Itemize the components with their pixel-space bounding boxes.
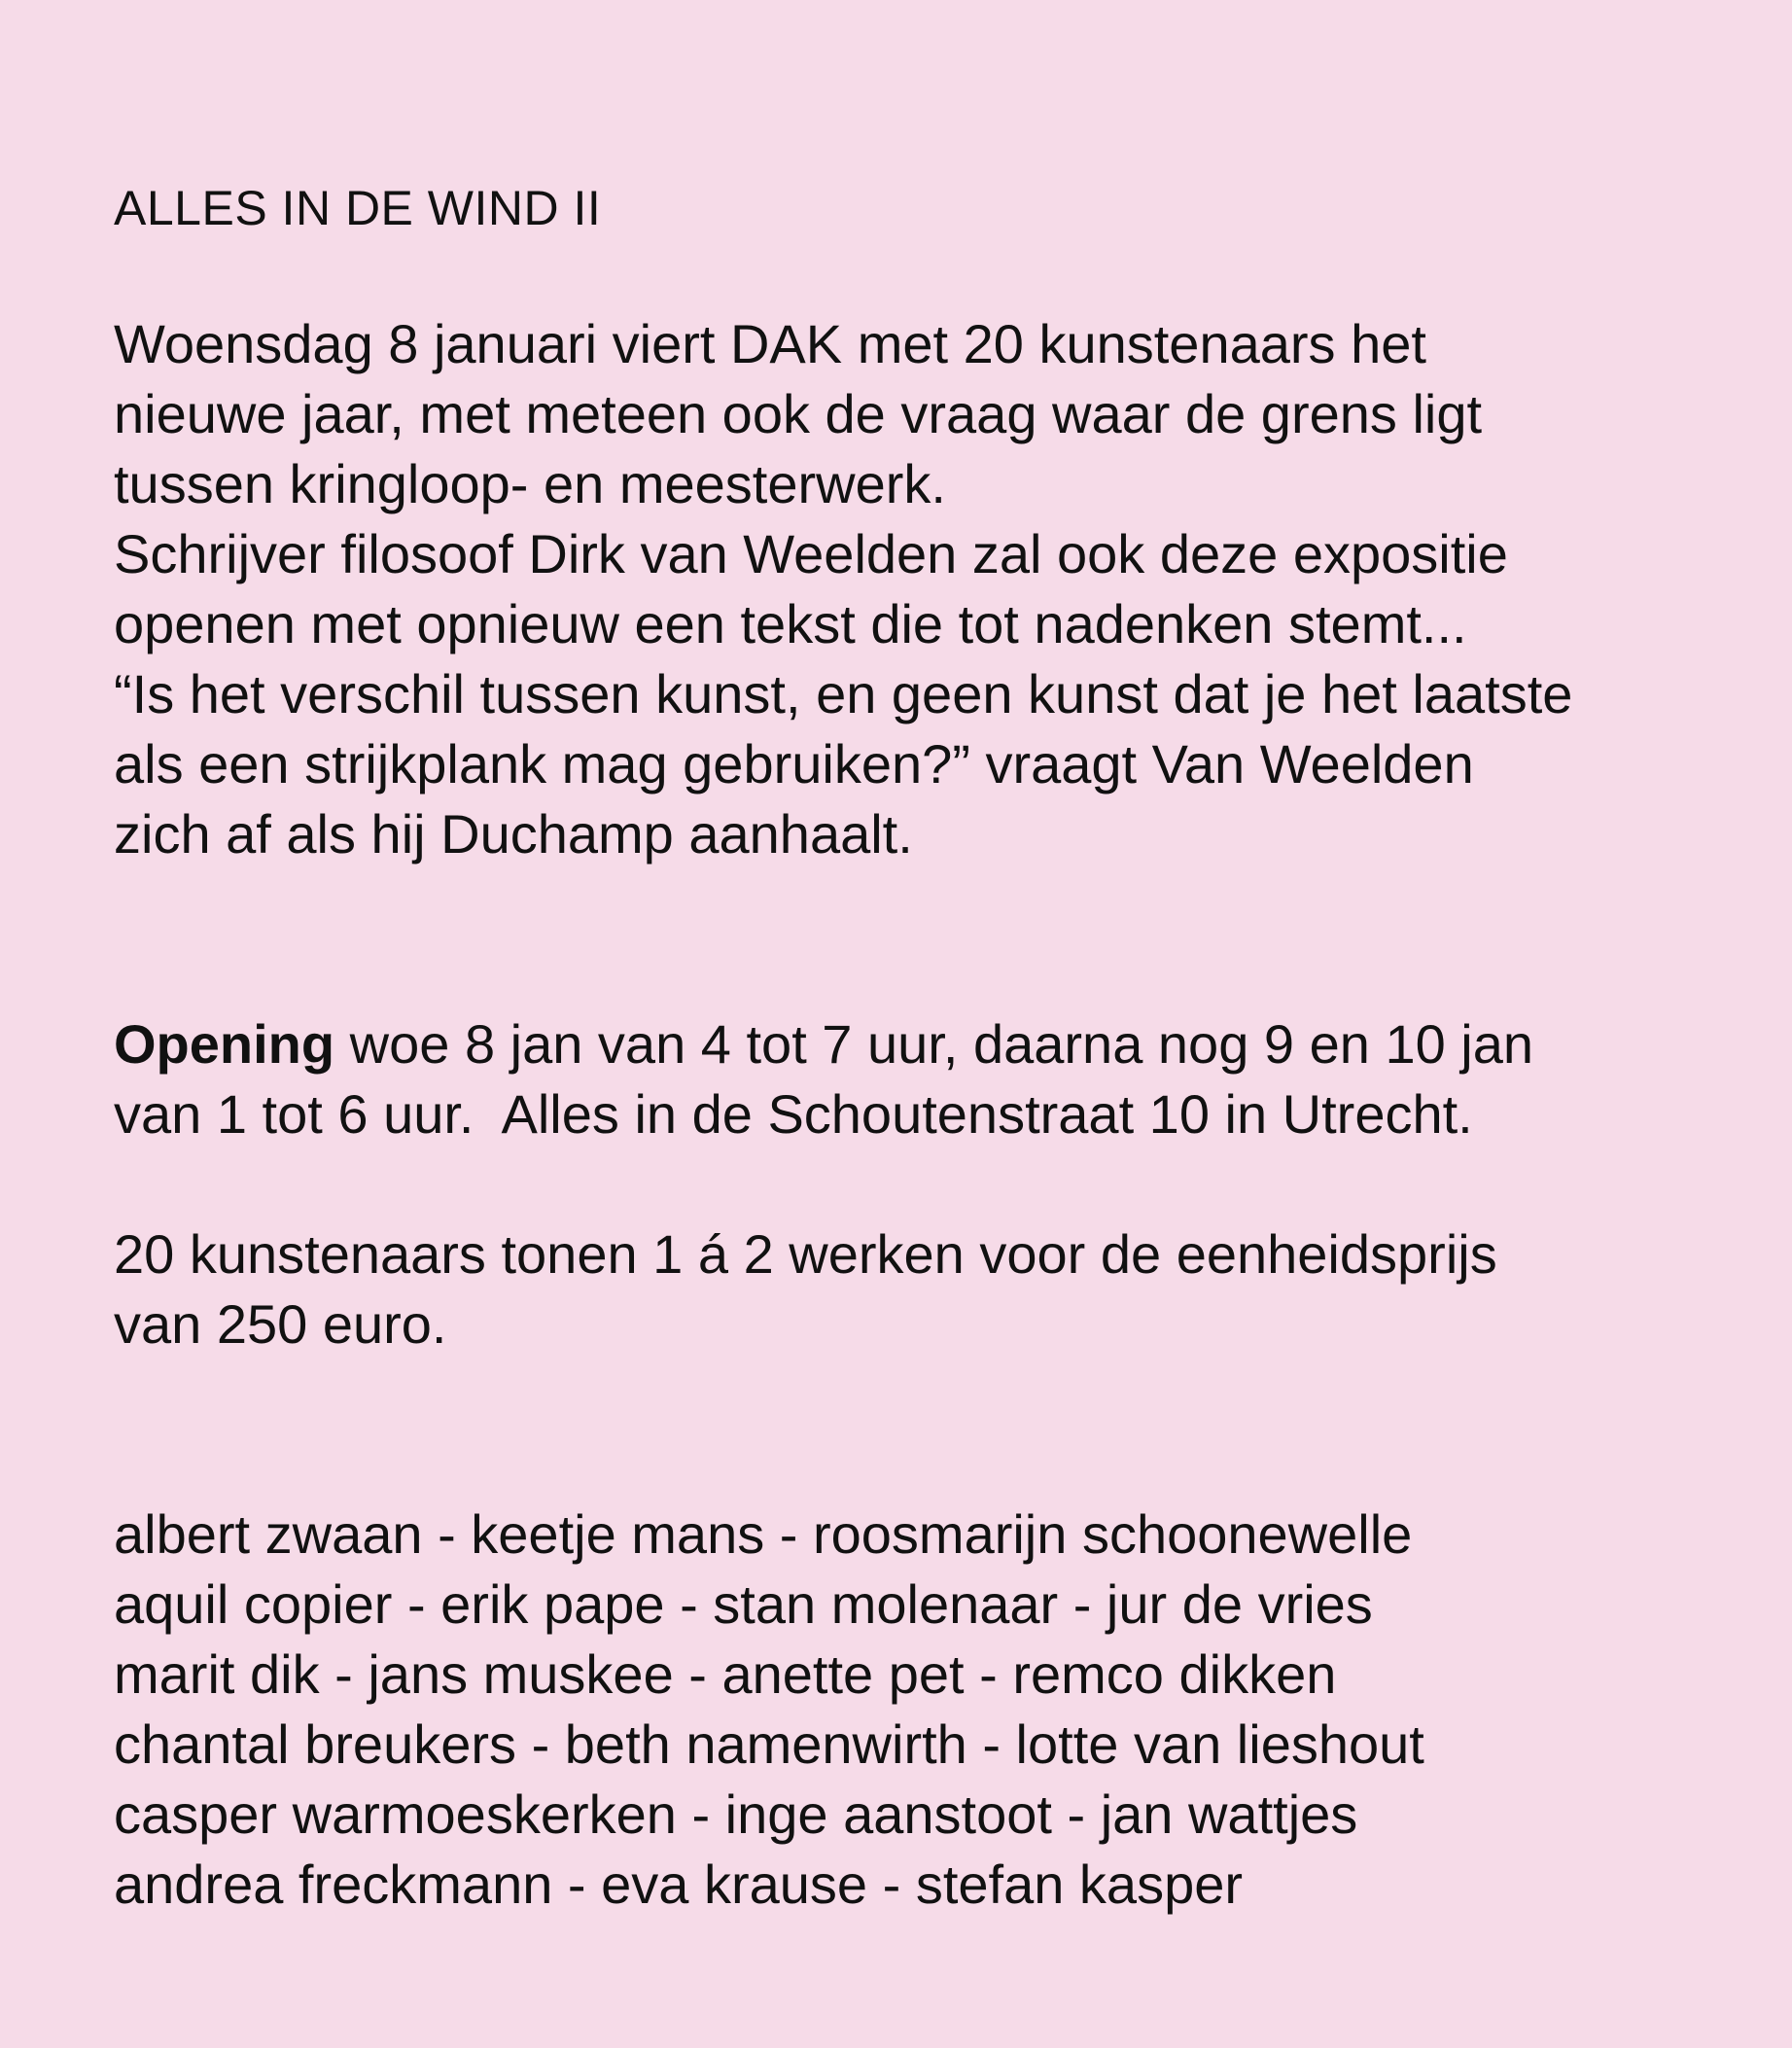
artist-line: aquil copier - erik pape - stan molenaar - jur de vries [114, 1573, 1373, 1635]
artist-list [114, 1500, 1767, 1920]
spacer [114, 1149, 1767, 1219]
intro-line: als een strijkplank mag gebruiken?” vraagt Van Weelden [114, 733, 1474, 794]
intro-line: tussen kringloop- en meesterwerk. [114, 453, 946, 514]
price-line: 20 kunstenaars tonen 1 á 2 werken voor de eenheidsprijs [114, 1223, 1497, 1285]
price-info [114, 1219, 1767, 1359]
intro-line: nieuwe jaar, met meteen ook de vraag waar de grens ligt [114, 383, 1483, 444]
opening-label: Opening [114, 1013, 335, 1075]
intro-paragraph [114, 309, 1767, 869]
spacer [114, 869, 1767, 1009]
spacer [114, 1359, 1767, 1500]
price-line: van 250 euro. [114, 1293, 447, 1355]
intro-line: zich af als hij Duchamp aanhaalt. [114, 803, 913, 865]
exhibition-title: ALLES IN DE WIND II [114, 181, 602, 235]
intro-line: openen met opnieuw een tekst die tot nadenken stemt... [114, 593, 1467, 654]
intro-line: “Is het verschil tussen kunst, en geen kunst dat je het laatste [114, 663, 1573, 724]
artist-line: albert zwaan - keetje mans - roosmarijn schoonewelle [114, 1503, 1413, 1565]
artist-line: chantal breukers - beth namenwirth - lotte van lieshout [114, 1713, 1424, 1775]
spacer [114, 243, 1767, 309]
artist-line: casper warmoeskerken - inge aanstoot - jan wattjes [114, 1783, 1358, 1845]
artist-line: andrea freckmann - eva krause - stefan kasper [114, 1854, 1244, 1915]
intro-line: Schrijver filosoof Dirk van Weelden zal ook deze expositie [114, 523, 1508, 584]
opening-times: woe 8 jan van 4 tot 7 uur, daarna nog 9 en 10 jan [334, 1013, 1534, 1075]
opening-info [114, 1009, 1767, 1149]
opening-line [114, 1009, 1767, 1079]
artist-line: marit dik - jans muskee - anette pet - remco dikken [114, 1643, 1337, 1705]
announcement [114, 173, 1767, 1920]
opening-address: van 1 tot 6 uur. Alles in de Schoutenstraat 10 in Utrecht. [114, 1083, 1473, 1145]
intro-line: Woensdag 8 januari viert DAK met 20 kunstenaars het [114, 313, 1426, 374]
